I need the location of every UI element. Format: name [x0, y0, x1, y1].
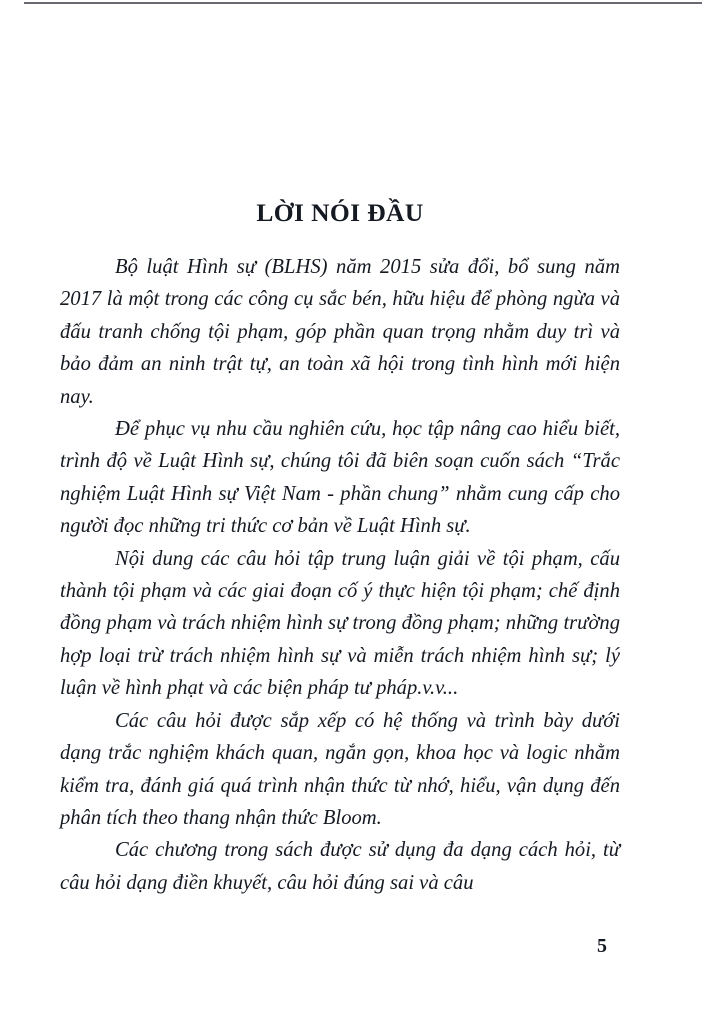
page-content: [60, 196, 620, 899]
paragraph-3: Nội dung các câu hỏi tập trung luận giải về tội phạm, cấu thành tội phạm và các giai đoạn cố ý thực hiện tội phạm; chế định đồng phạm và trách nhiệm hình sự trong đồng phạm; những trường hợp loại trừ trách nhiệm hình sự và miễn trách nhiệm hình sự; lý luận về hình phạt và các biện pháp tư pháp.v.v...: [60, 547, 620, 700]
paragraph-5: Các chương trong sách được sử dụng đa dạng cách hỏi, từ câu hỏi dạng điền khuyết, câu hỏi đúng sai và câu: [60, 839, 620, 894]
page-number: 5: [597, 935, 607, 957]
page-title: LỜI NÓI ĐẦU: [256, 198, 424, 227]
top-border-line: [24, 2, 702, 4]
paragraph-4: Các câu hỏi được sắp xếp có hệ thống và trình bày dưới dạng trắc nghiệm khách quan, ngắn gọn, khoa học và logic nhằm kiểm tra, đánh giá quá trình nhận thức từ nhớ, hiểu, vận dụng đến phân tích theo thang nhận thức Bloom.: [60, 709, 620, 829]
paragraph-1: Bộ luật Hình sự (BLHS) năm 2015 sửa đổi, bổ sung năm 2017 là một trong các công cụ sắc bén, hữu hiệu để phòng ngừa và đấu tranh chống tội phạm, góp phần quan trọng nhằm duy trì và bảo đảm an ninh trật tự, an toàn xã hội trong tình hình mới hiện nay.: [60, 256, 620, 408]
paragraph-2: Để phục vụ nhu cầu nghiên cứu, học tập nâng cao hiểu biết, trình độ về Luật Hình sự, chúng tôi đã biên soạn cuốn sách “Trắc nghiệm Luật Hình sự Việt Nam - phần chung” nhằm cung cấp cho người đọc những tri thức cơ bản về Luật Hình sự.: [60, 418, 620, 538]
